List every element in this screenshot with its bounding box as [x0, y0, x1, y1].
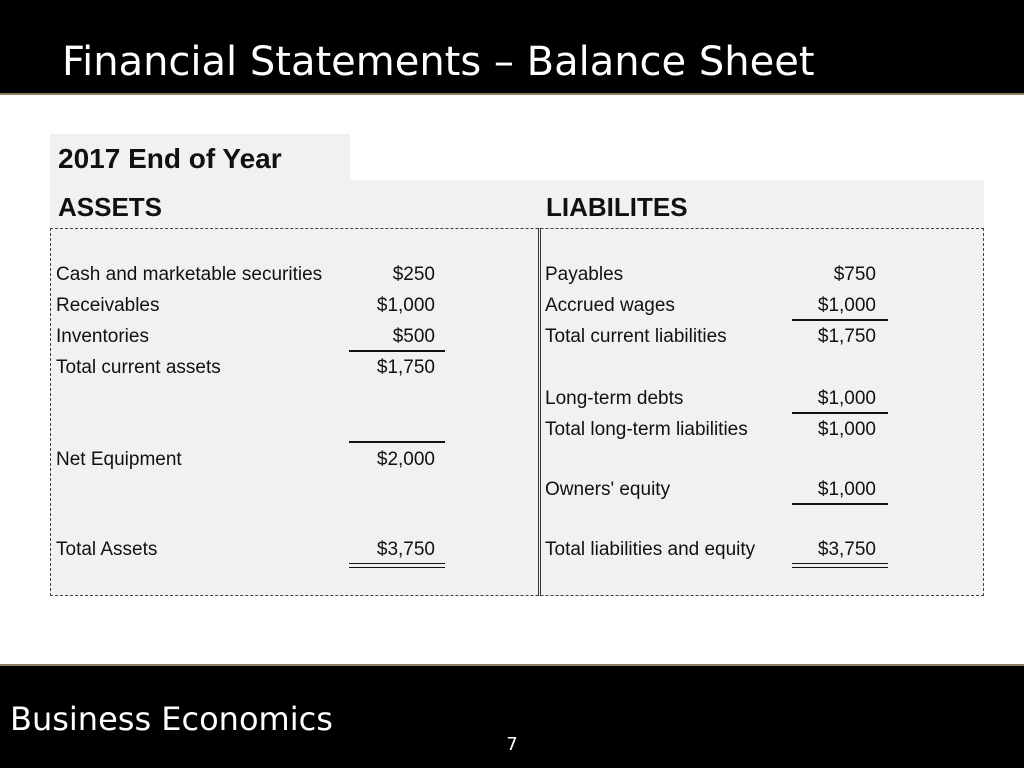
- asset-label-receivables: Receivables: [56, 295, 160, 316]
- asset-value-receivables: $1,000: [376, 295, 435, 316]
- asset-label-net-equipment: Net Equipment: [56, 449, 182, 470]
- course-name: Business Economics: [10, 700, 333, 738]
- subtotal-rule: [349, 441, 445, 443]
- period-label: 2017 End of Year: [58, 143, 282, 174]
- page-number: 7: [506, 734, 518, 755]
- liability-value-total-long-term: $1,000: [817, 419, 876, 440]
- liability-label-total-long-term: Total long-term liabilities: [545, 419, 748, 440]
- total-double-rule: [349, 563, 445, 568]
- liability-value-long-term-debts: $1,000: [817, 388, 876, 409]
- title-bar: [0, 0, 1024, 95]
- assets-heading: ASSETS: [58, 192, 163, 222]
- balance-sheet: [50, 134, 984, 598]
- liability-label-owners-equity: Owners' equity: [545, 479, 671, 500]
- liabilities-heading: LIABILITES: [546, 192, 688, 222]
- liability-label-payables: Payables: [545, 264, 624, 285]
- asset-value-cash: $250: [392, 264, 435, 285]
- slide-title: Financial Statements – Balance Sheet: [62, 39, 815, 85]
- footer-bar: [0, 664, 1024, 768]
- liability-value-owners-equity: $1,000: [817, 479, 876, 500]
- asset-value-total-current: $1,750: [376, 357, 435, 378]
- liability-label-total-current: Total current liabilities: [545, 326, 727, 347]
- subtotal-rule: [792, 503, 888, 505]
- subtotal-rule: [792, 319, 888, 321]
- column-divider: [538, 228, 541, 596]
- header-row: [50, 180, 984, 228]
- asset-label-total-current: Total current assets: [56, 357, 221, 378]
- subtotal-rule: [349, 350, 445, 352]
- liability-value-total-current: $1,750: [817, 326, 876, 347]
- liability-label-total-liabilities-equity: Total liabilities and equity: [545, 539, 756, 560]
- asset-value-net-equipment: $2,000: [376, 449, 435, 470]
- liability-value-total-liabilities-equity: $3,750: [817, 539, 876, 560]
- liability-label-accrued-wages: Accrued wages: [545, 295, 675, 316]
- total-double-rule: [792, 563, 888, 568]
- asset-label-cash: Cash and marketable securities: [56, 264, 323, 285]
- liability-label-long-term-debts: Long-term debts: [545, 388, 684, 409]
- asset-value-total-assets: $3,750: [376, 539, 435, 560]
- subtotal-rule: [792, 412, 888, 414]
- asset-label-total-assets: Total Assets: [56, 539, 158, 560]
- asset-label-inventories: Inventories: [56, 326, 149, 347]
- liability-value-accrued-wages: $1,000: [817, 295, 876, 316]
- asset-value-inventories: $500: [392, 326, 435, 347]
- liability-value-payables: $750: [833, 264, 876, 285]
- period-cell: [50, 134, 350, 182]
